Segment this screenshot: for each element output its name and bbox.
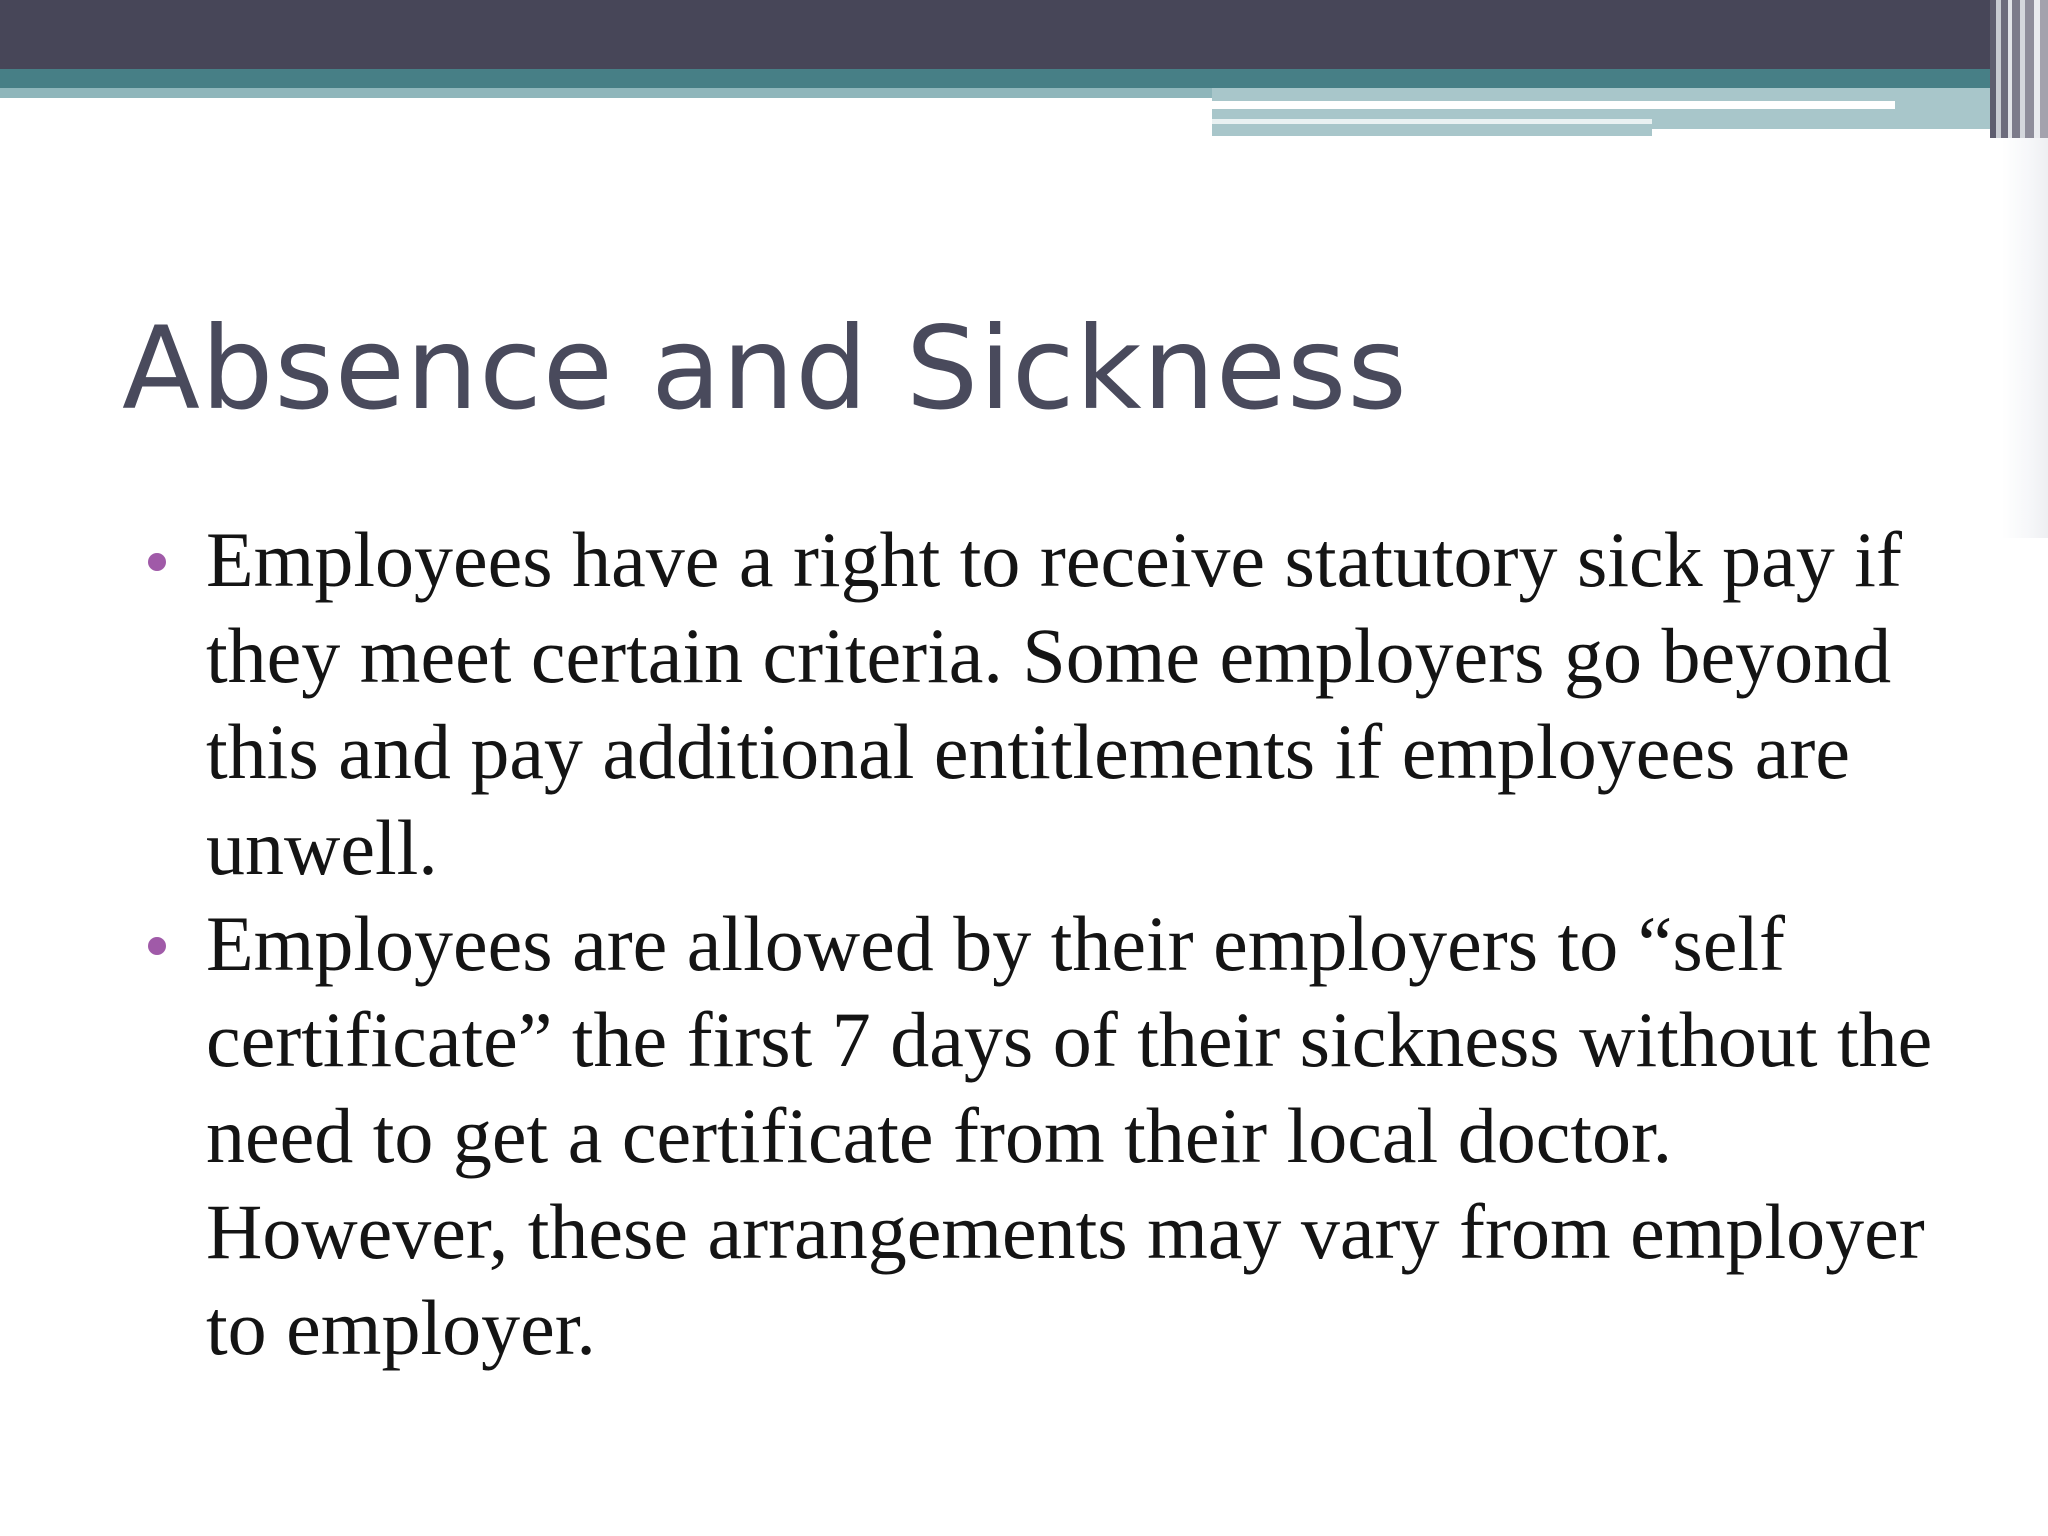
- bullet-dot-icon: [148, 553, 166, 571]
- bullet-item: [148, 512, 1958, 896]
- header-right-line: [1212, 119, 1652, 124]
- header-right-line: [1212, 101, 1895, 109]
- bullet-text: Employees have a right to receive statutory sick pay if they meet certain criteria. Some employers go beyond this and pay additional entitlements if employees are unwell.: [206, 516, 1902, 891]
- right-edge-shade: [2002, 138, 2048, 538]
- slide-title: Absence and Sickness: [122, 302, 1408, 435]
- bullet-dot-icon: [148, 937, 166, 955]
- bullet-text: Employees are allowed by their employers to “self certificate” the first 7 days of their sickness without the need to get a certificate from their local doctor. However, these arrangements may vary from employer to employer.: [206, 900, 1933, 1371]
- header-band-dark: [0, 0, 2048, 69]
- header-band-teal-light: [0, 88, 1212, 98]
- bullet-list: [148, 512, 1958, 1376]
- header-edge-stripes: [1990, 0, 2048, 138]
- bullet-item: [148, 896, 1958, 1376]
- header-right-line: [1652, 129, 2002, 136]
- header-band-teal: [0, 69, 2048, 88]
